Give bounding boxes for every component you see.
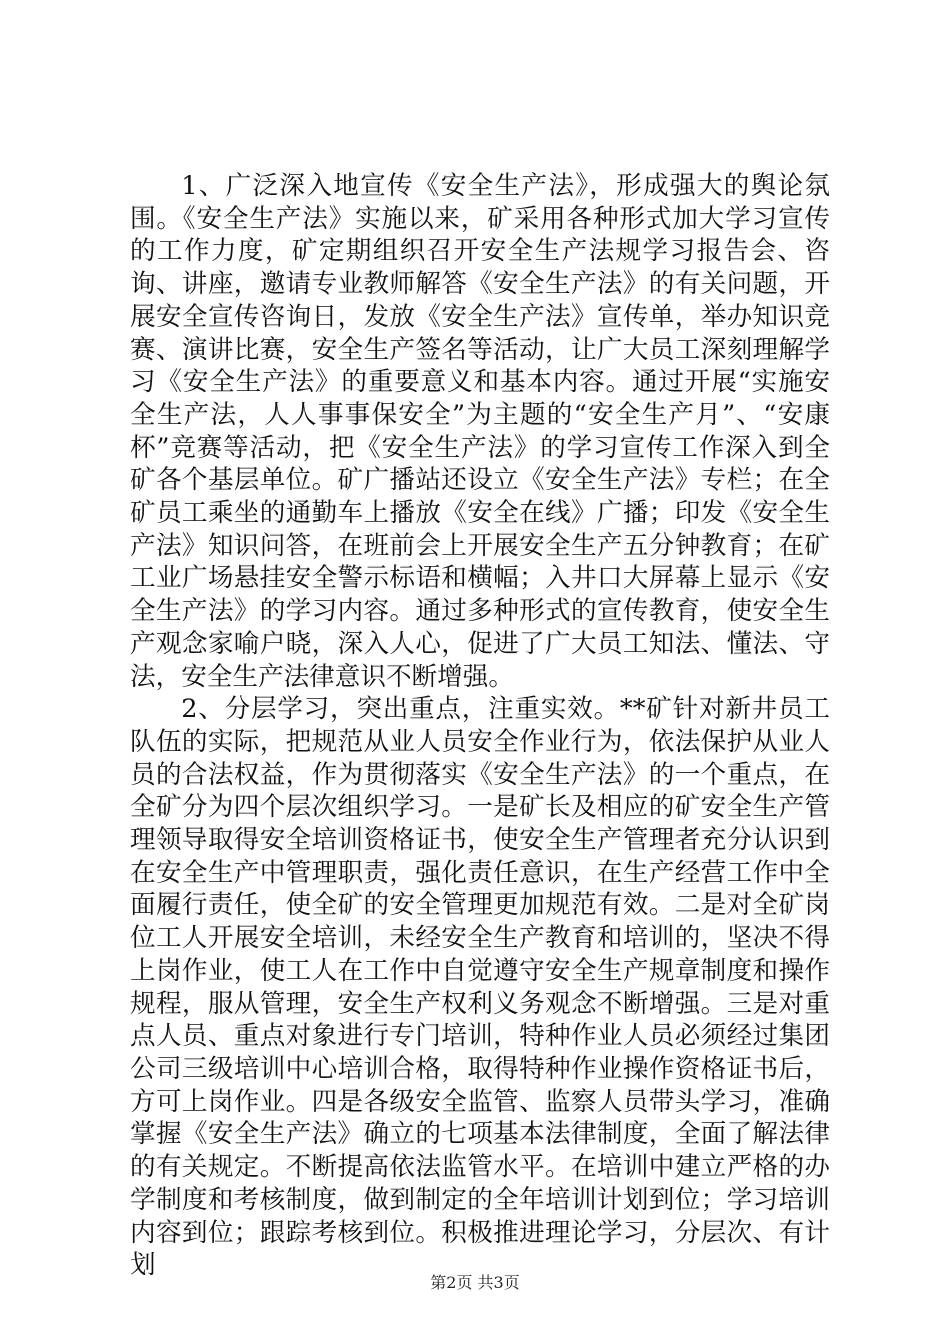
paragraph-layered-study: 2、分层学习，突出重点，注重实效。**矿针对新井员工队伍的实际，把规范从业人员安全作业行为，依法保护从业人员的合法权益，作为贯彻落实《安全生产法》的一个重点，在全矿分为四个层次组织学习。一是矿长及相应的矿安全生产管理领导取得安全培训资格证书，使安全生产管理者充分认识到在安全生产中管理职责，强化责任意识，在生产经营工作中全面履行责任，使全矿的安全管理更加规范有效。二是对全矿岗位工人开展安全培训，未经安全生产教育和培训的，坚决不得上岗作业，使工人在工作中自觉遵守安全生产规章制度和操作规程，服从管理，安全生产权利义务观念不断增强。三是对重点人员、重点对象进行专门培训，特种作业人员必须经过集团公司三级培训中心培训合格，取得特种作业操作资格证书后，方可上岗作业。四是各级安全监管、监察人员带头学习，准确掌握《安全生产法》确立的七项基本法律制度，全面了解法律的有关规定。不断提高依法监管水平。在培训中建立严格的办学制度和考核制度，做到制定的全年培训计划到位；学习培训内容到位；跟踪考核到位。积极推进理论学习，分层次、有计划 bbox=[130, 694, 830, 1281]
page-number-footer: 第2页 共3页 bbox=[430, 1273, 520, 1292]
document-body bbox=[130, 170, 830, 1282]
paragraph-publicity: 1、广泛深入地宣传《安全生产法》，形成强大的舆论氛围。《安全生产法》实施以来，矿采用各种形式加大学习宣传的工作力度，矿定期组织召开安全生产法规学习报告会、咨询、讲座，邀请专业教师解答《安全生产法》的有关问题，开展安全宣传咨询日，发放《安全生产法》宣传单，举办知识竞赛、演讲比赛，安全生产签名等活动，让广大员工深刻理解学习《安全生产法》的重要意义和基本内容。通过开展“实施安全生产法，人人事事保安全”为主题的“安全生产月”、“安康杯”竞赛等活动，把《安全生产法》的学习宣传工作深入到全矿各个基层单位。矿广播站还设立《安全生产法》专栏；在全矿员工乘坐的通勤车上播放《安全在线》广播；印发《安全生产法》知识问答，在班前会上开展安全生产五分钟教育；在矿工业广场悬挂安全警示标语和横幅；入井口大屏幕上显示《安全生产法》的学习内容。通过多种形式的宣传教育，使安全生产观念家喻户晓，深入人心，促进了广大员工知法、懂法、守法，安全生产法律意识不断增强。 bbox=[130, 171, 830, 692]
